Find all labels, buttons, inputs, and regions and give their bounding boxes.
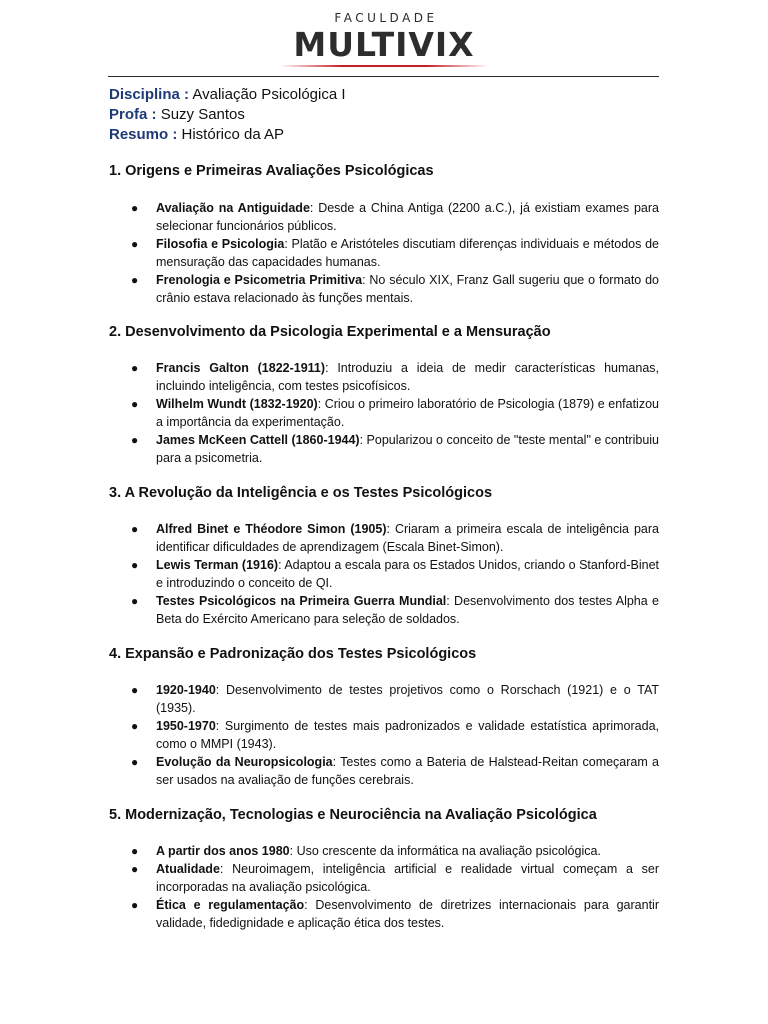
meta-value: Avaliação Psicológica I [192, 86, 346, 103]
item-text: : Testes como a Bateria de Halstead-Reitan começaram a ser usados na avaliação de funções cerebrais. [156, 755, 659, 787]
list-item [109, 556, 659, 592]
item-text: : Platão e Aristóteles discutiam diferenças individuais e métodos de mensuração das capacidades humanas. [156, 237, 659, 269]
bullet-icon: ● [131, 201, 139, 215]
item-term: Ética e regulamentação [156, 898, 305, 912]
meta-profa [109, 105, 659, 125]
item-term: James McKeen Cattell (1860-1944) [156, 433, 360, 447]
item-text: : Introduziu a ideia de medir características humanas, incluindo inteligência, com testes psicofísicos. [156, 361, 659, 393]
item-text: : Desenvolvimento de testes projetivos como o Rorschach (1921) e o TAT (1935). [156, 683, 659, 715]
list-item [109, 592, 659, 628]
item-term: Frenologia e Psicometria Primitiva [156, 273, 363, 287]
bullet-icon: ● [131, 558, 139, 572]
item-text: : Surgimento de testes mais padronizados e validade estatística aprimorada, como o MMPI (1943). [156, 719, 659, 751]
section-psicologia-experimental [109, 323, 659, 467]
bullet-icon: ● [131, 719, 139, 733]
section-list [109, 842, 659, 932]
header-divider [108, 76, 659, 77]
section-list [109, 199, 659, 307]
item-text: : Desde a China Antiga (2200 a.C.), já existiam exames para selecionar funcionários públicos. [156, 201, 659, 233]
list-item [109, 842, 659, 860]
faculdade-multivix-logo [0, 10, 768, 67]
meta-value: Suzy Santos [160, 106, 245, 123]
meta-value: Histórico da AP [181, 126, 285, 143]
list-item [109, 235, 659, 271]
item-term: Evolução da Neuropsicologia [156, 755, 333, 769]
list-item [109, 717, 659, 753]
meta-label: Resumo : [109, 126, 178, 143]
list-item [109, 395, 659, 431]
section-title: 3. A Revolução da Inteligência e os Testes Psicológicos [109, 485, 493, 501]
item-term: Avaliação na Antiguidade [156, 201, 310, 215]
item-text: : Desenvolvimento de diretrizes internacionais para garantir validade, fidedignidade e aplicação ética dos testes. [156, 898, 659, 930]
item-text: : Neuroimagem, inteligência artificial e realidade virtual começam a ser incorporadas na avaliação psicológica. [156, 862, 659, 894]
logo-underline [279, 65, 489, 67]
item-text: : Popularizou o conceito de "teste mental" e contribuiu para a psicometria. [156, 433, 659, 465]
item-term: Alfred Binet e Théodore Simon (1905) [156, 522, 387, 536]
list-item [109, 860, 659, 896]
bullet-icon: ● [131, 683, 139, 697]
list-item [109, 359, 659, 395]
list-item [109, 271, 659, 307]
section-origens [109, 162, 659, 307]
bullet-icon: ● [131, 844, 139, 858]
bullet-icon: ● [131, 273, 139, 287]
bullet-icon: ● [131, 862, 139, 876]
section-list [109, 359, 659, 467]
list-item [109, 199, 659, 235]
list-item [109, 896, 659, 932]
meta-label: Disciplina : [109, 86, 190, 103]
bullet-icon: ● [131, 361, 139, 375]
item-text: : Criou o primeiro laboratório de Psicologia (1879) e enfatizou a importância da experimentação. [156, 397, 659, 429]
item-term: Wilhelm Wundt (1832-1920) [156, 397, 318, 411]
bullet-icon: ● [131, 433, 139, 447]
item-text: : Desenvolvimento dos testes Alpha e Beta do Exército Americano para seleção de soldados. [156, 594, 659, 626]
bullet-icon: ● [131, 755, 139, 769]
meta-label: Profa : [109, 106, 157, 123]
section-expansao-padronizacao [109, 645, 659, 789]
list-item [109, 431, 659, 467]
document-body [109, 85, 659, 932]
logo-multivix-text: MULTIVIX [293, 25, 475, 64]
list-item [109, 681, 659, 717]
item-term: 1920-1940 [156, 683, 216, 697]
section-revolucao-inteligencia [109, 484, 659, 628]
section-list [109, 520, 659, 628]
item-text: : Adaptou a escala para os Estados Unidos, criando o Stanford-Binet e introduzindo o conceito de QI. [156, 558, 660, 590]
section-title: 2. Desenvolvimento da Psicologia Experimental e a Mensuração [109, 324, 551, 340]
item-term: Atualidade [156, 862, 220, 876]
item-term: Filosofia e Psicologia [156, 237, 285, 251]
meta-resumo [109, 125, 659, 145]
list-item [109, 520, 659, 556]
list-item [109, 753, 659, 789]
bullet-icon: ● [131, 237, 139, 251]
item-term: A partir dos anos 1980 [156, 844, 290, 858]
item-term: Testes Psicológicos na Primeira Guerra Mundial [156, 594, 447, 608]
item-term: Francis Galton (1822-1911) [156, 361, 326, 375]
bullet-icon: ● [131, 397, 139, 411]
section-title: 1. Origens e Primeiras Avaliações Psicológicas [109, 163, 434, 179]
section-list [109, 681, 659, 789]
meta-disciplina [109, 85, 659, 105]
item-term: Lewis Terman (1916) [156, 558, 279, 572]
item-text: : No século XIX, Franz Gall sugeriu que o formato do crânio estava relacionado às funções mentais. [156, 273, 660, 305]
section-modernizacao [109, 806, 659, 932]
document-meta [109, 85, 659, 145]
bullet-icon: ● [131, 898, 139, 912]
item-text: : Criaram a primeira escala de inteligência para identificar dificuldades de aprendizagem (Escala Binet-Simon). [156, 522, 659, 554]
bullet-icon: ● [131, 522, 139, 536]
item-text: : Uso crescente da informática na avaliação psicológica. [289, 844, 601, 858]
logo-faculdade-text: FACULDADE [334, 11, 438, 25]
bullet-icon: ● [131, 594, 139, 608]
item-term: 1950-1970 [156, 719, 216, 733]
section-title: 5. Modernização, Tecnologias e Neurociência na Avaliação Psicológica [109, 807, 597, 823]
section-title: 4. Expansão e Padronização dos Testes Psicológicos [109, 646, 477, 662]
